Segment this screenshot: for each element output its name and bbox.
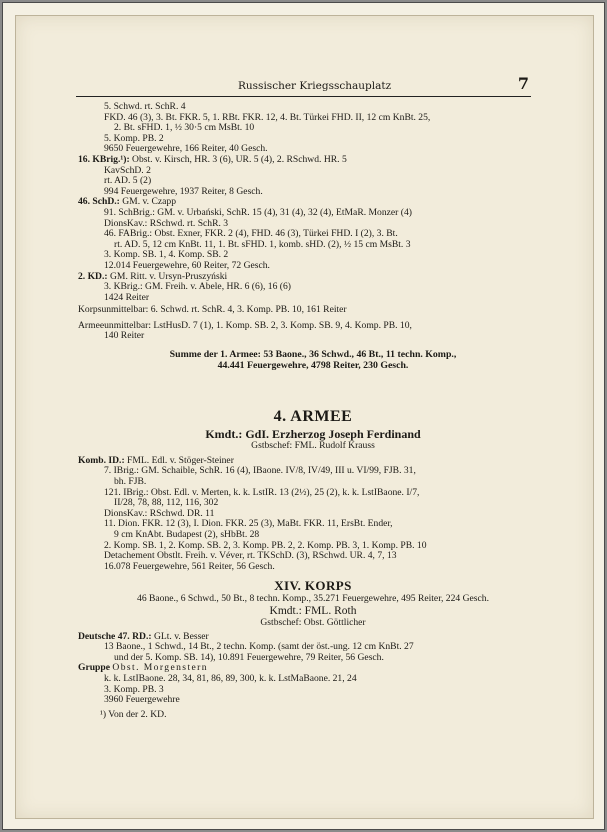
text-line: 2. Komp. SB. 1, 2. Komp. SB. 2, 3. Komp. PB. 2, 2. Komp. PB. 3, 1. Komp. PB. 10	[104, 540, 427, 551]
text-line: rt. AD. 5 (2)	[104, 176, 152, 187]
unit-heading	[78, 663, 548, 674]
text-line: FKD. 46 (3), 3. Bt. FKR. 5, 1. RBt. FKR. 12, 4. Bt. Türkei FHD. II, 12 cm KnBt. 25,	[104, 112, 431, 123]
text-line: DionsKav.: RSchwd. DR. 11	[104, 508, 215, 519]
page-number: 7	[517, 74, 529, 93]
unit-heading	[78, 155, 548, 166]
army-title: 4. ARMEE	[273, 408, 353, 426]
text-line: KavSchD. 2	[104, 165, 151, 176]
text-line: 12.014 Feuergewehre, 60 Reiter, 72 Gesch.	[104, 260, 270, 271]
text-line: Korpsunmittelbar: 6. Schwd. rt. SchR. 4, 3. Komp. PB. 10, 161 Reiter	[78, 305, 347, 316]
text-line: 3960 Feuergewehre	[104, 695, 180, 706]
army-summary-line: Summe der 1. Armee: 53 Baone., 36 Schwd., 46 Bt., 11 techn. Komp.,	[169, 349, 457, 361]
unit-label: Gruppe	[78, 663, 113, 674]
corps-title: XIV. KORPS	[274, 578, 352, 594]
commander-prefix: Kmdt.:	[205, 427, 246, 442]
text-line: 9 cm KnAbt. Budapest (2), sHbBt. 28	[114, 530, 260, 540]
text-line: Armeeunmittelbar: LstHusD. 7 (1), 1. Komp. SB. 2, 3. Komp. SB. 9, 4. Komp. PB. 10,	[78, 320, 412, 331]
unit-label: 46. SchD.:	[78, 197, 123, 208]
page-header	[76, 66, 531, 97]
text-line: Detachement Obstlt. Freih. v. Véver, rt. TKSchD. (3), RSchwd. UR. 4, 7, 13	[104, 551, 397, 562]
text-line: k. k. LstIBaone. 28, 34, 81, 86, 89, 300, k. k. LstMaBaone. 21, 24	[104, 673, 357, 684]
army-commander	[78, 427, 548, 441]
unit-detail: GM. Ritt. v. Ursyn-Pruszyński	[109, 271, 228, 282]
text-line: 16.078 Feuergewehre, 561 Reiter, 56 Gesch.	[104, 561, 275, 572]
unit-detail: GM. v. Czapp	[122, 197, 176, 208]
unit-heading	[78, 272, 548, 283]
text-line: 3. Komp. PB. 3	[104, 684, 164, 695]
book-page	[15, 15, 594, 819]
footnote: ¹) Von der 2. KD.	[100, 709, 167, 720]
image-frame	[2, 2, 605, 830]
unit-heading	[78, 456, 548, 467]
text-line: 13 Baone., 1 Schwd., 14 Bt., 2 techn. Komp. (samt der öst.-ung. 12 cm KnBt. 27	[104, 642, 414, 653]
unit-detail: FML. Edl. v. Stöger-Steiner	[127, 455, 234, 466]
commander-name: GdI. Erzherzog Joseph Ferdinand	[245, 427, 421, 442]
text-line: 3. KBrig.: GM. Freih. v. Abele, HR. 6 (6), 16 (6)	[104, 282, 291, 293]
unit-label: 2. KD.:	[78, 271, 110, 282]
unit-detail: Obst. Morgenstern	[112, 663, 208, 674]
corps-strength: 46 Baone., 6 Schwd., 50 Bt., 8 techn. Komp., 35.271 Feuergewehre, 495 Reiter, 224 Gesch.	[137, 594, 489, 605]
text-line: 140 Reiter	[104, 331, 145, 342]
army-summary-line: 44.441 Feuergewehre, 4798 Reiter, 230 Gesch.	[217, 359, 409, 371]
text-line: 11. Dion. FKR. 12 (3), I. Dion. FKR. 25 (3), MaBt. FKR. 11, ErsBt. Ender,	[104, 519, 393, 530]
unit-label: Komb. ID.:	[78, 455, 128, 466]
text-line: 994 Feuergewehre, 1937 Reiter, 8 Gesch.	[104, 186, 263, 197]
text-line: 91. SchBrig.: GM. v. Urbański, SchR. 15 (4), 31 (4), 32 (4), EtMaR. Monzer (4)	[104, 207, 412, 218]
text-line: 3. Komp. SB. 1, 4. Komp. SB. 2	[104, 250, 229, 261]
text-line: 2. Bt. sFHD. 1, ½ 30·5 cm MsBt. 10	[114, 123, 255, 134]
chief-of-staff: Gstbschef: FML. Rudolf Krauss	[251, 440, 375, 452]
text-line: rt. AD. 5, 12 cm KnBt. 11, 1. Bt. sFHD. 1, komb. sHD. (2), ½ 15 cm MsBt. 3	[114, 239, 411, 250]
page-body	[78, 102, 548, 720]
unit-label: Deutsche 47. RD.:	[78, 631, 154, 642]
text-line: DionsKav.: RSchwd. rt. SchR. 3	[104, 218, 229, 229]
text-line: 9650 Feuergewehre, 166 Reiter, 40 Gesch.	[104, 144, 268, 155]
text-line: bh. FJB.	[114, 477, 147, 488]
chief-of-staff: Gstbschef: Obst. Göttlicher	[260, 616, 366, 628]
unit-detail: Obst. v. Kirsch, HR. 3 (6), UR. 5 (4), 2. RSchwd. HR. 5	[132, 154, 347, 165]
unit-label: 16. KBrig.¹):	[78, 154, 133, 165]
unit-detail: GLt. v. Besser	[153, 631, 209, 642]
unit-heading	[78, 632, 548, 643]
text-line: 46. FABrig.: Obst. Exner, FKR. 2 (4), FHD. 46 (3), Türkei FHD. I (2), 3. Bt.	[104, 229, 398, 240]
unit-heading	[78, 197, 548, 208]
text-line: 121. IBrig.: Obst. Edl. v. Merten, k. k. LstIR. 13 (2½), 25 (2), k. k. LstIBaone. I/7,	[104, 487, 420, 498]
text-line: 5. Schwd. rt. SchR. 4	[104, 102, 186, 112]
text-line: 5. Komp. PB. 2	[104, 133, 164, 144]
text-line: 1424 Reiter	[104, 292, 150, 303]
text-line: II/28, 78, 88, 112, 116, 302	[114, 498, 219, 509]
text-line: und der 5. Komp. SB. 14), 10.891 Feuergewehre, 79 Reiter, 56 Gesch.	[114, 652, 384, 663]
running-title: Russischer Kriegsschauplatz	[238, 80, 392, 92]
corps-commander: Kmdt.: FML. Roth	[269, 604, 357, 617]
text-line: 7. IBrig.: GM. Schaible, SchR. 16 (4), IBaone. IV/8, IV/49, III u. VI/99, FJB. 31,	[104, 466, 416, 477]
